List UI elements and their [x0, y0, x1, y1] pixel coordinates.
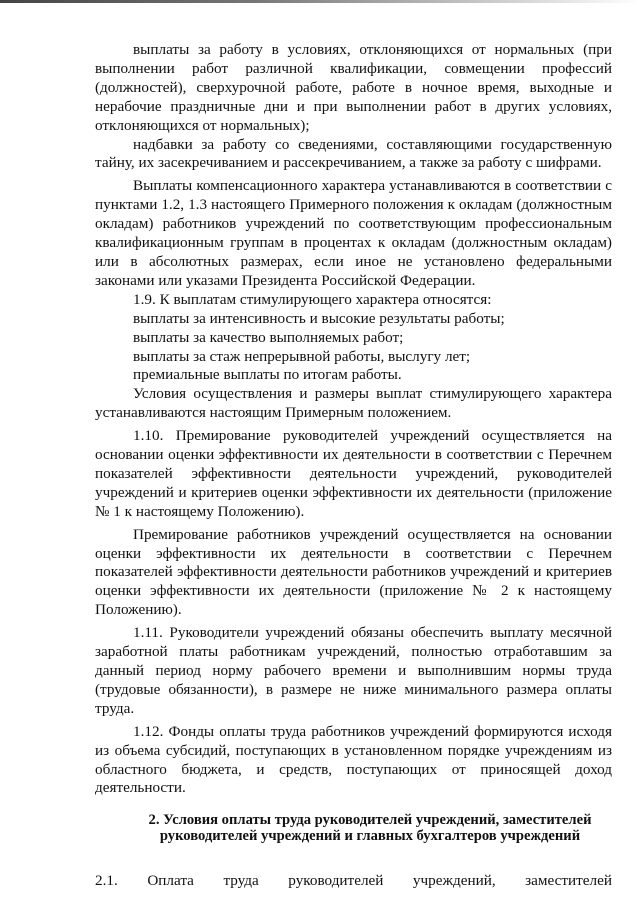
list-item-quality: выплаты за качество выполняемых работ;	[133, 328, 404, 346]
paragraph-1-10: 1.10. Премирование руководителей учреждений осуществляется на основании оценки эффективности их деятельности в соответствии с Перечнем показателей эффективности деятельности учреждений, руководителей учреждений и критериев оценки эффективности их деятельности (приложение № 1 к настоящему Положению).	[95, 427, 612, 520]
last-line-word: учреждений,	[412, 872, 496, 890]
section-heading: 2. Условия оплаты труда руководителей учреждений, заместителей руководителей учреждений и главных бухгалтеров учреждений	[148, 812, 592, 845]
scan-edge-line	[0, 0, 640, 3]
paragraph-1-12: 1.12. Фонды оплаты труда работников учреждений формируются исходя из объема субсидий, поступающих в установленном порядке учреждениям из областного бюджета, и средств, поступающих от приносящей доход деятельности.	[95, 722, 612, 797]
document-body	[95, 41, 612, 891]
last-line-word: Оплата	[147, 872, 194, 890]
paragraph-compensation-payments: Выплаты компенсационного характера устанавливаются в соответствии с пунктами 1.2, 1.3 настоящего Примерного положения к окладам (должностным окладам) работников учреждений по соответствующим профессиональным квалификационным группам в процентах к окладам (должностным окладам) или в абсолютных размерах, если иное не установлено федеральными законами или указами Президента Российской Федерации.	[95, 177, 612, 289]
list-item-seniority: выплаты за стаж непрерывной работы, выслугу лет;	[133, 347, 471, 365]
paragraph-compensation-conditions: выплаты за работу в условиях, отклоняющихся от нормальных (при выполнении работ различной квалификации, совмещении профессий (должностей), сверхурочной работе, работе в ночное время, выходные и нерабочие праздничные дни и при выполнении работ в других условиях, отклоняющихся от нормальных);	[95, 41, 612, 134]
list-item-bonuses: премиальные выплаты по итогам работы.	[133, 366, 402, 384]
paragraph-1-9: 1.9. К выплатам стимулирующего характера относятся:	[133, 290, 492, 308]
last-line-word: труда	[223, 872, 259, 890]
paragraph-employee-bonuses: Премирование работников учреждений осуществляется на основании оценки эффективности их деятельности в соответствии с Перечнем показателей эффективности деятельности работников учреждений и критериев оценки эффективности их деятельности (приложение № 2 к настоящему Положению).	[95, 525, 612, 619]
paragraph-secret-info-allowance: надбавки за работу со сведениями, составляющими государственную тайну, их засекречиванием и рассекречиванием, а также за работу с шифрами.	[95, 135, 612, 172]
paragraph-incentive-conditions: Условия осуществления и размеры выплат стимулирующего характера устанавливаются настоящим Примерным положением.	[95, 385, 612, 422]
paragraph-1-11: 1.11. Руководители учреждений обязаны обеспечить выплату месячной заработной платы работникам учреждений, полностью отработавшим за данный период норму рабочего времени и выполнившим нормы труда (трудовые обязанности), в размере не ниже минимального размера оплаты труда.	[95, 624, 612, 717]
list-item-intensity: выплаты за интенсивность и высокие результаты работы;	[133, 309, 505, 327]
last-line-word: заместителей	[525, 872, 612, 890]
last-line-word: руководителей	[288, 872, 384, 890]
last-line-word: 2.1.	[95, 872, 118, 890]
paragraph-2-1-start	[95, 872, 612, 891]
